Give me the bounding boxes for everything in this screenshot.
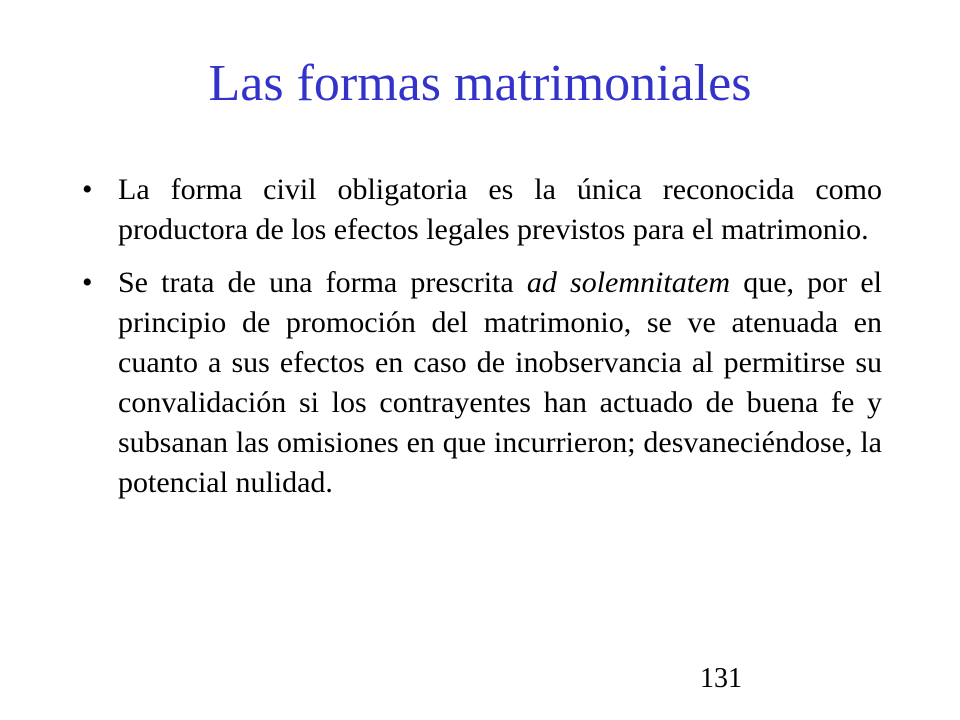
bullet-text-after: que, por el principio de promoción del matrimonio, se ve atenuada en cuanto a sus efectos en caso de inobservancia al permitirse su convalidación si los contrayentes han actuado de buena fe y subsanan las omisiones en que incurrieron; desvaneciéndose, la potencial nulidad. — [118, 266, 882, 499]
bullet-italic-term: ad solemnitatem — [526, 266, 731, 299]
page-number: 131 — [700, 663, 742, 694]
bullet-item-2 — [80, 263, 882, 503]
bullet-marker: • — [82, 266, 93, 299]
slide-title: Las formas matrimoniales — [208, 55, 752, 112]
bullet-text-before: Se trata de una forma prescrita — [118, 266, 527, 299]
bullet-item-1 — [80, 170, 882, 250]
bullet-list — [80, 170, 882, 503]
bullet-text: La forma civil obligatoria es la única reconocida como productora de los efectos legales previstos para el matrimonio. — [118, 173, 882, 246]
bullet-marker: • — [82, 173, 93, 206]
